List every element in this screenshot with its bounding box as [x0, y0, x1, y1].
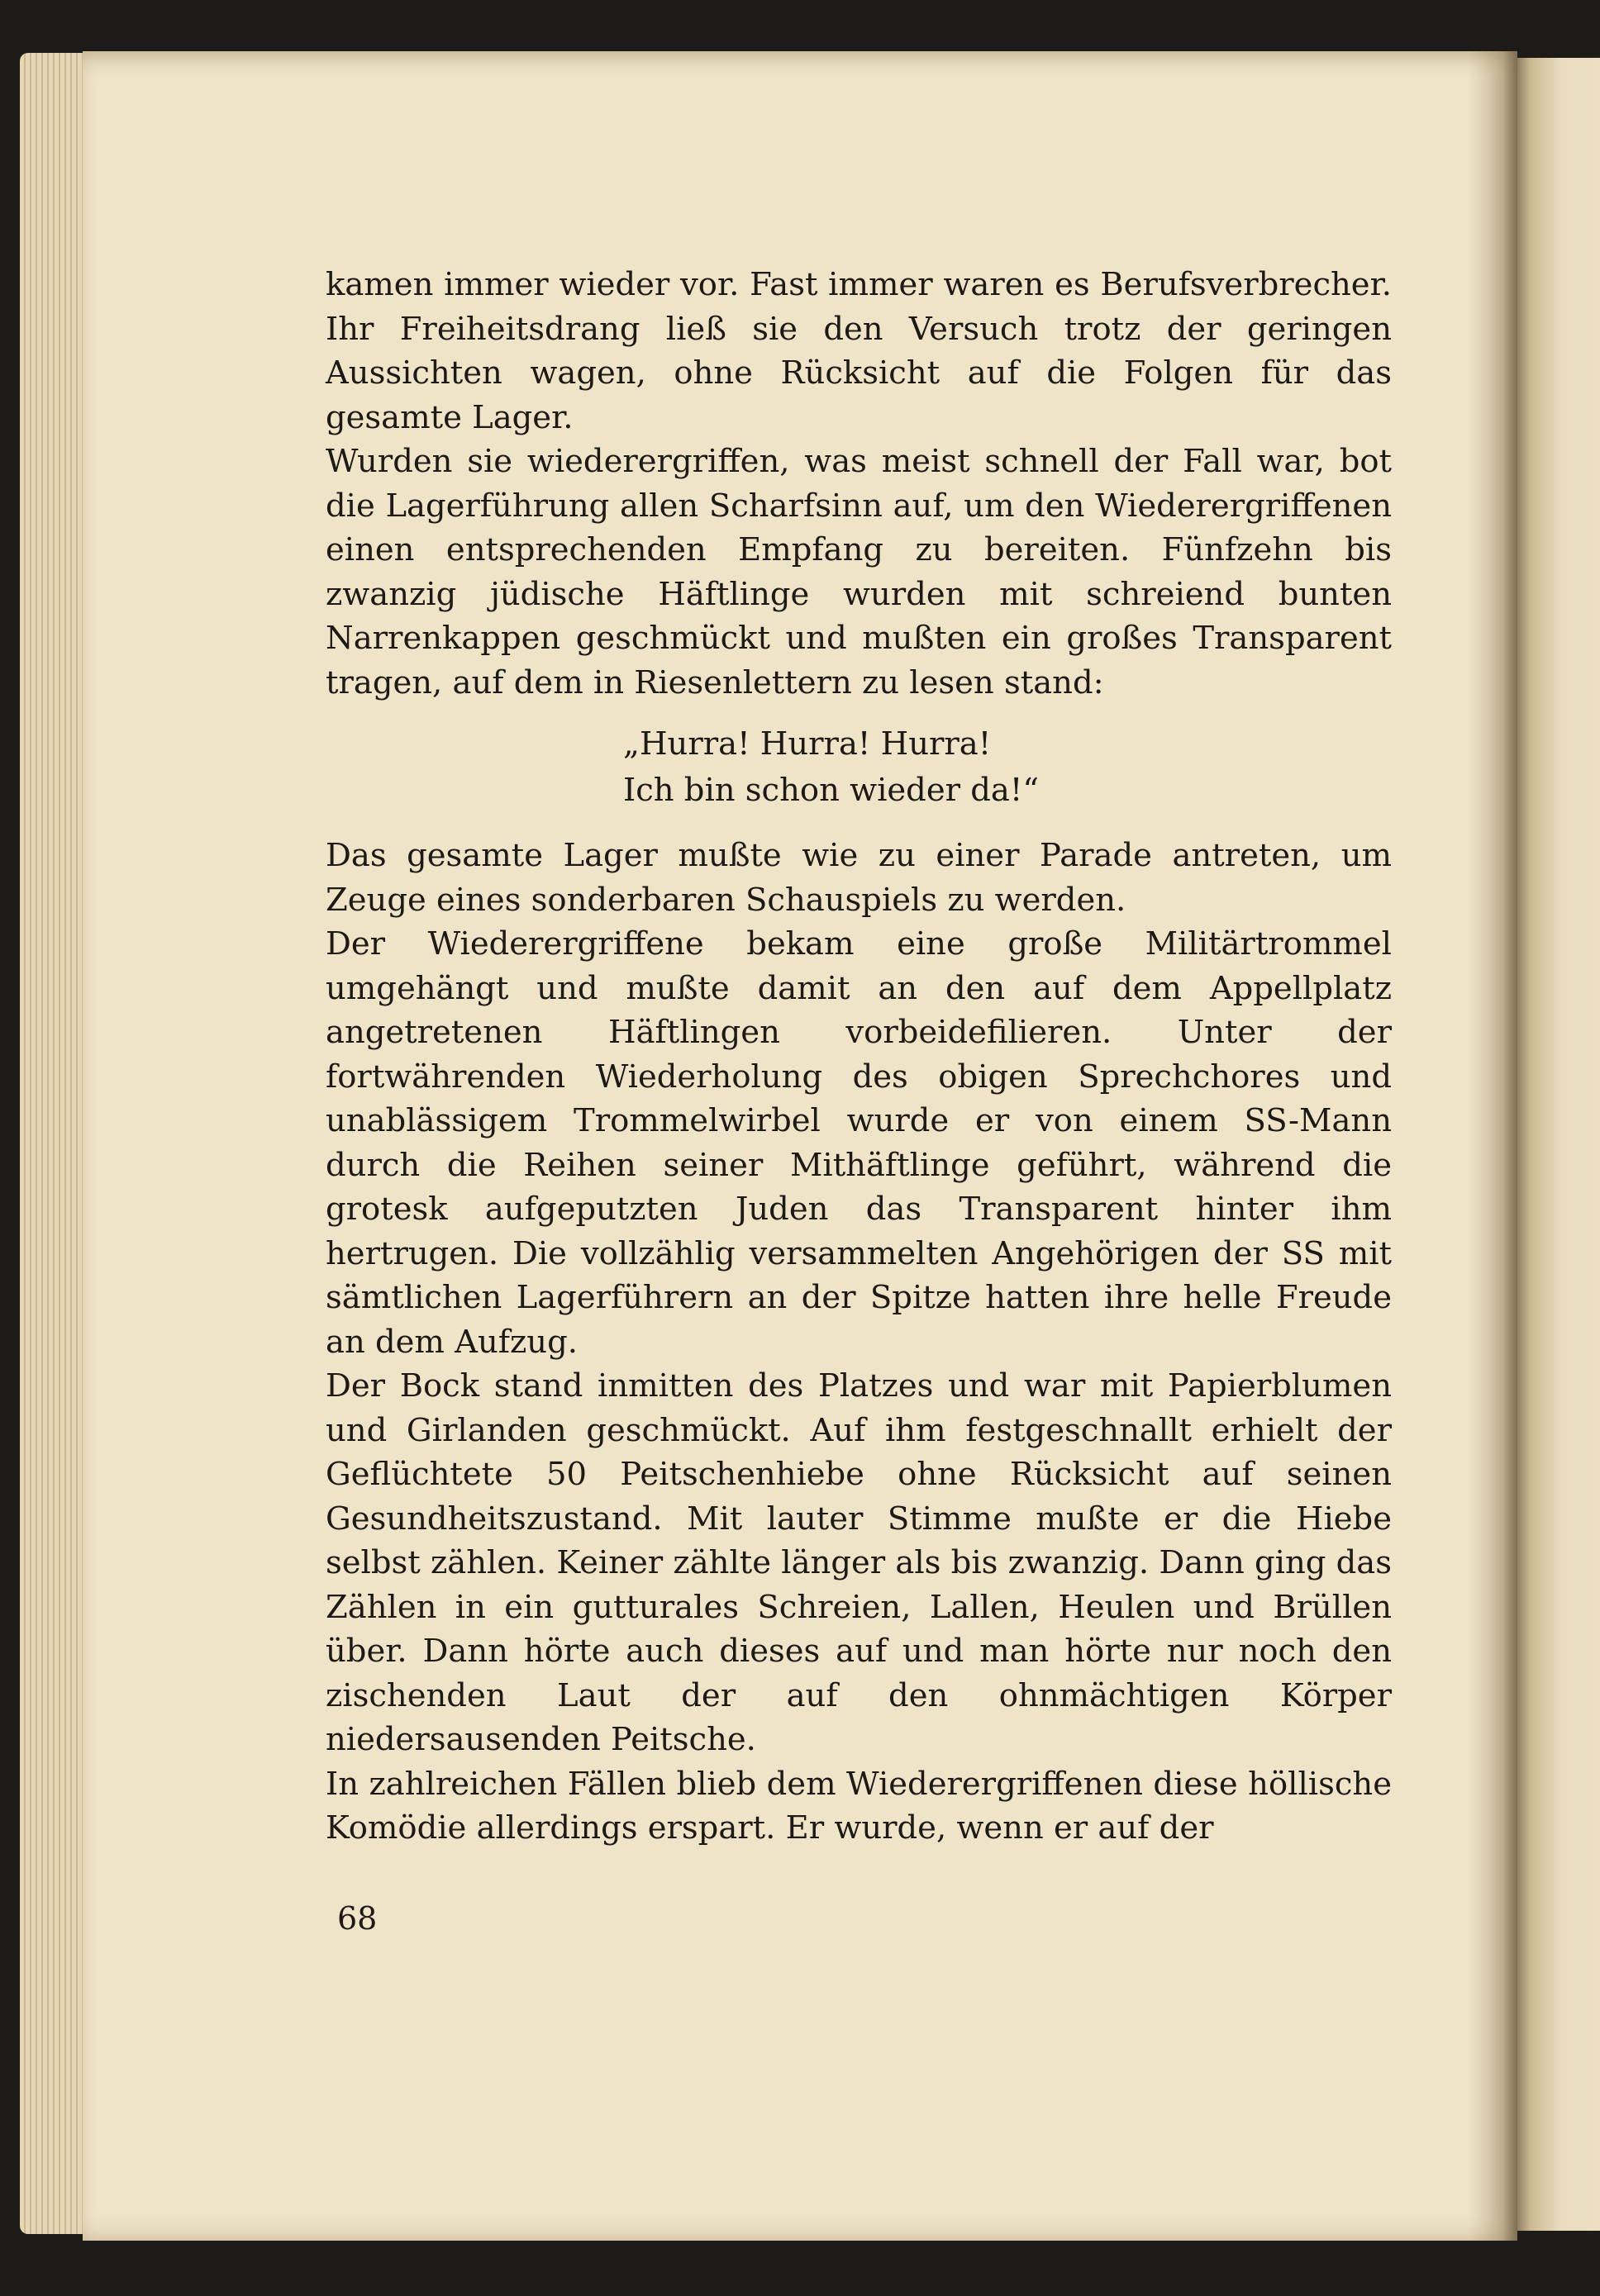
paragraph: In zahlreichen Fällen blieb dem Wiederergriffenen diese höllische Komödie allerdings erspart. Er wurde, wenn er auf der [326, 1765, 1392, 1847]
paragraph: Der Bock stand inmitten des Platzes und war mit Papierblumen und Girlanden geschmückt. Auf ihm festgeschnallt erhielt der Geflüchtete 50 Peitschenhiebe ohne Rücksicht auf seinen Gesundheitszustand. Mit lauter Stimme mußte er die Hiebe selbst zählen. Keiner zählte länger als bis zwanzig. Dann ging das Zählen in ein gutturales Schreien, Lallen, Heulen und Brüllen über. Dann hörte auch dieses auf und man hörte nur noch den zischenden Laut der auf den ohnmächtigen Körper niedersausenden Peitsche. [326, 1367, 1392, 1758]
body-text [326, 263, 1392, 1851]
next-page-edge [1512, 58, 1600, 2231]
quoted-verse [623, 721, 1392, 814]
paragraph: Der Wiederergriffene bekam eine große Militärtrommel umgehängt und mußte damit an den auf dem Appellplatz angetretenen Häftlingen vorbeidefilieren. Unter der fortwährenden Wiederholung des obigen Sprechchores und unablässigem Trommelwirbel wurde er von einem SS-Mann durch die Reihen seiner Mithäftlinge geführt, während die grotesk aufgeputzten Juden das Transparent hinter ihm hertrugen. Die vollzählig versammelten Angehörigen der SS mit sämtlichen Lagerführern an der Spitze hatten ihre helle Freude an dem Aufzug. [326, 925, 1392, 1361]
verse-line: Ich bin schon wieder da!“ [623, 772, 1040, 809]
page-gutter-shadow [1468, 51, 1517, 2241]
paragraph: Das gesamte Lager mußte wie zu einer Parade antreten, um Zeuge eines sonderbaren Schauspiels zu werden. [326, 837, 1392, 919]
verse-line: „Hurra! Hurra! Hurra! [623, 725, 992, 763]
paragraph: Wurden sie wiederergriffen, was meist schnell der Fall war, bot die Lagerführung allen Scharfsinn auf, um den Wiederergriffenen einen entsprechenden Empfang zu bereiten. Fünfzehn bis zwanzig jüdische Häftlinge wurden mit schreiend bunten Narrenkappen geschmückt und mußten ein großes Transparent tragen, auf dem in Riesenlettern zu lesen stand: [326, 443, 1392, 701]
paragraph: kamen immer wieder vor. Fast immer waren es Berufsverbrecher. Ihr Freiheitsdrang ließ sie den Versuch trotz der geringen Aussichten wagen, ohne Rücksicht auf die Folgen für das gesamte Lager. [326, 266, 1392, 436]
page-number: 68 [337, 1900, 378, 1937]
